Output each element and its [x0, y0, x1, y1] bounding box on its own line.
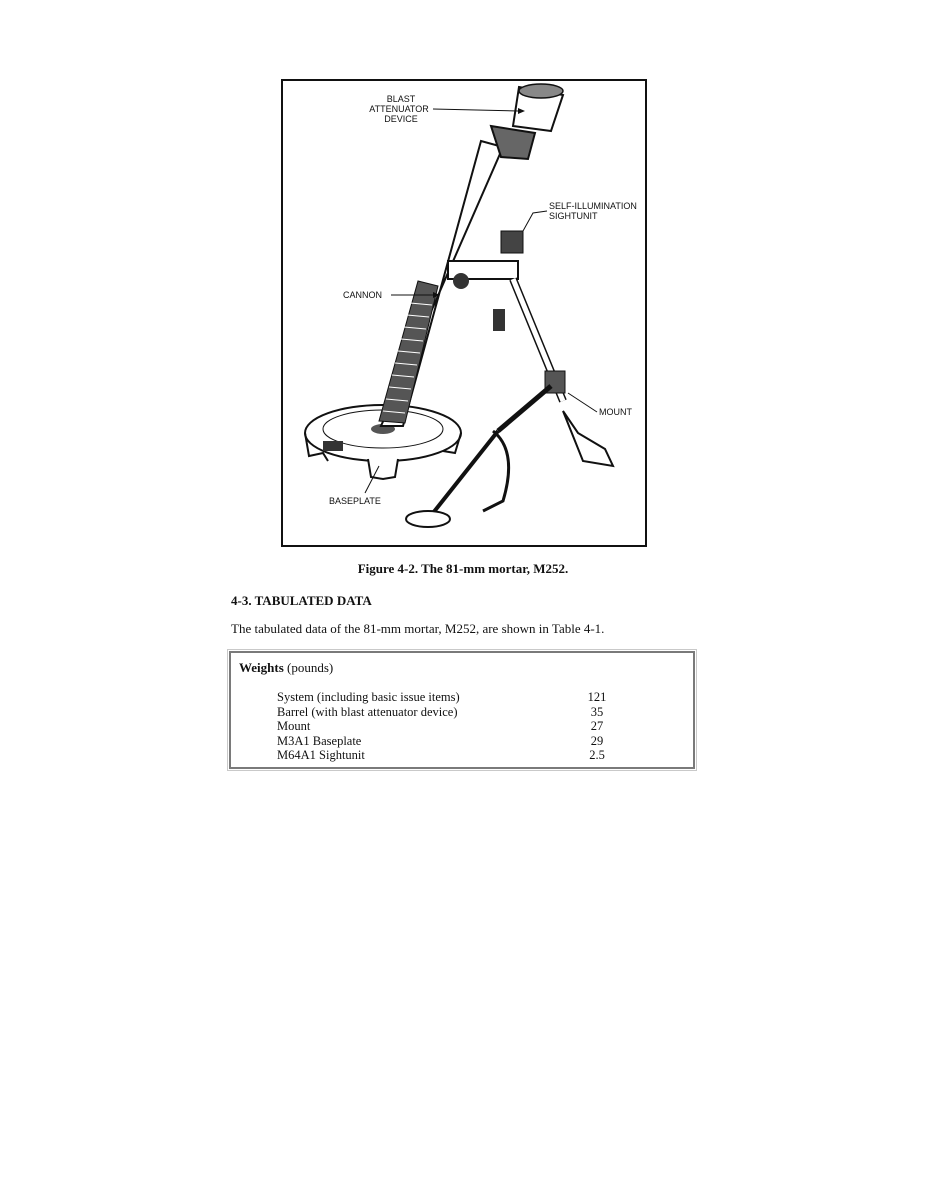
mortar-figure — [281, 79, 647, 547]
weights-table — [229, 651, 695, 769]
table-heading-bold: Weights — [239, 660, 284, 675]
row-name: Mount — [277, 719, 311, 733]
section-heading: 4-3. TABULATED DATA — [231, 593, 372, 608]
callout-text: BASEPLATE — [329, 496, 381, 506]
table-row — [277, 705, 677, 720]
mortar-illustration — [283, 81, 645, 545]
row-name: Barrel (with blast attenuator device) — [277, 704, 458, 719]
blast-attenuator-drawing — [491, 84, 563, 159]
table-row — [277, 690, 677, 705]
table-rows — [277, 690, 677, 763]
table-heading-unit: (pounds) — [283, 660, 334, 675]
callout-sightunit — [523, 201, 637, 231]
row-value: 35 — [590, 704, 604, 719]
row-name: M64A1 Sightunit — [277, 748, 365, 762]
figure-caption: Figure 4-2. The 81-mm mortar, M252. — [357, 561, 569, 576]
table-row — [277, 719, 677, 734]
row-value: 2.5 — [589, 748, 605, 762]
table-heading — [239, 660, 333, 676]
table-row — [277, 734, 677, 749]
row-name: System (including basic issue items) — [277, 690, 460, 704]
cannon-drawing — [379, 141, 503, 426]
table-row — [277, 748, 677, 763]
callout-text: SELF-ILLUMINATION — [549, 201, 637, 211]
callout-mount — [568, 393, 632, 417]
sight-mount-drawing — [406, 231, 613, 527]
callout-text: BLAST — [386, 94, 416, 104]
callout-text: CANNON — [343, 290, 383, 300]
callout-text: DEVICE — [384, 114, 418, 124]
callout-blast-attenuator — [369, 94, 525, 124]
callout-text: MOUNT — [599, 407, 632, 417]
callout-text: ATTENUATOR — [369, 104, 429, 114]
row-value: 27 — [590, 719, 604, 733]
row-value: 29 — [590, 733, 604, 748]
intro-paragraph: The tabulated data of the 81-mm mortar, M252, are shown in Table 4-1. — [231, 621, 605, 636]
row-value: 121 — [587, 690, 607, 704]
row-name: M3A1 Baseplate — [277, 733, 362, 748]
callout-text: SIGHTUNIT — [549, 211, 598, 221]
